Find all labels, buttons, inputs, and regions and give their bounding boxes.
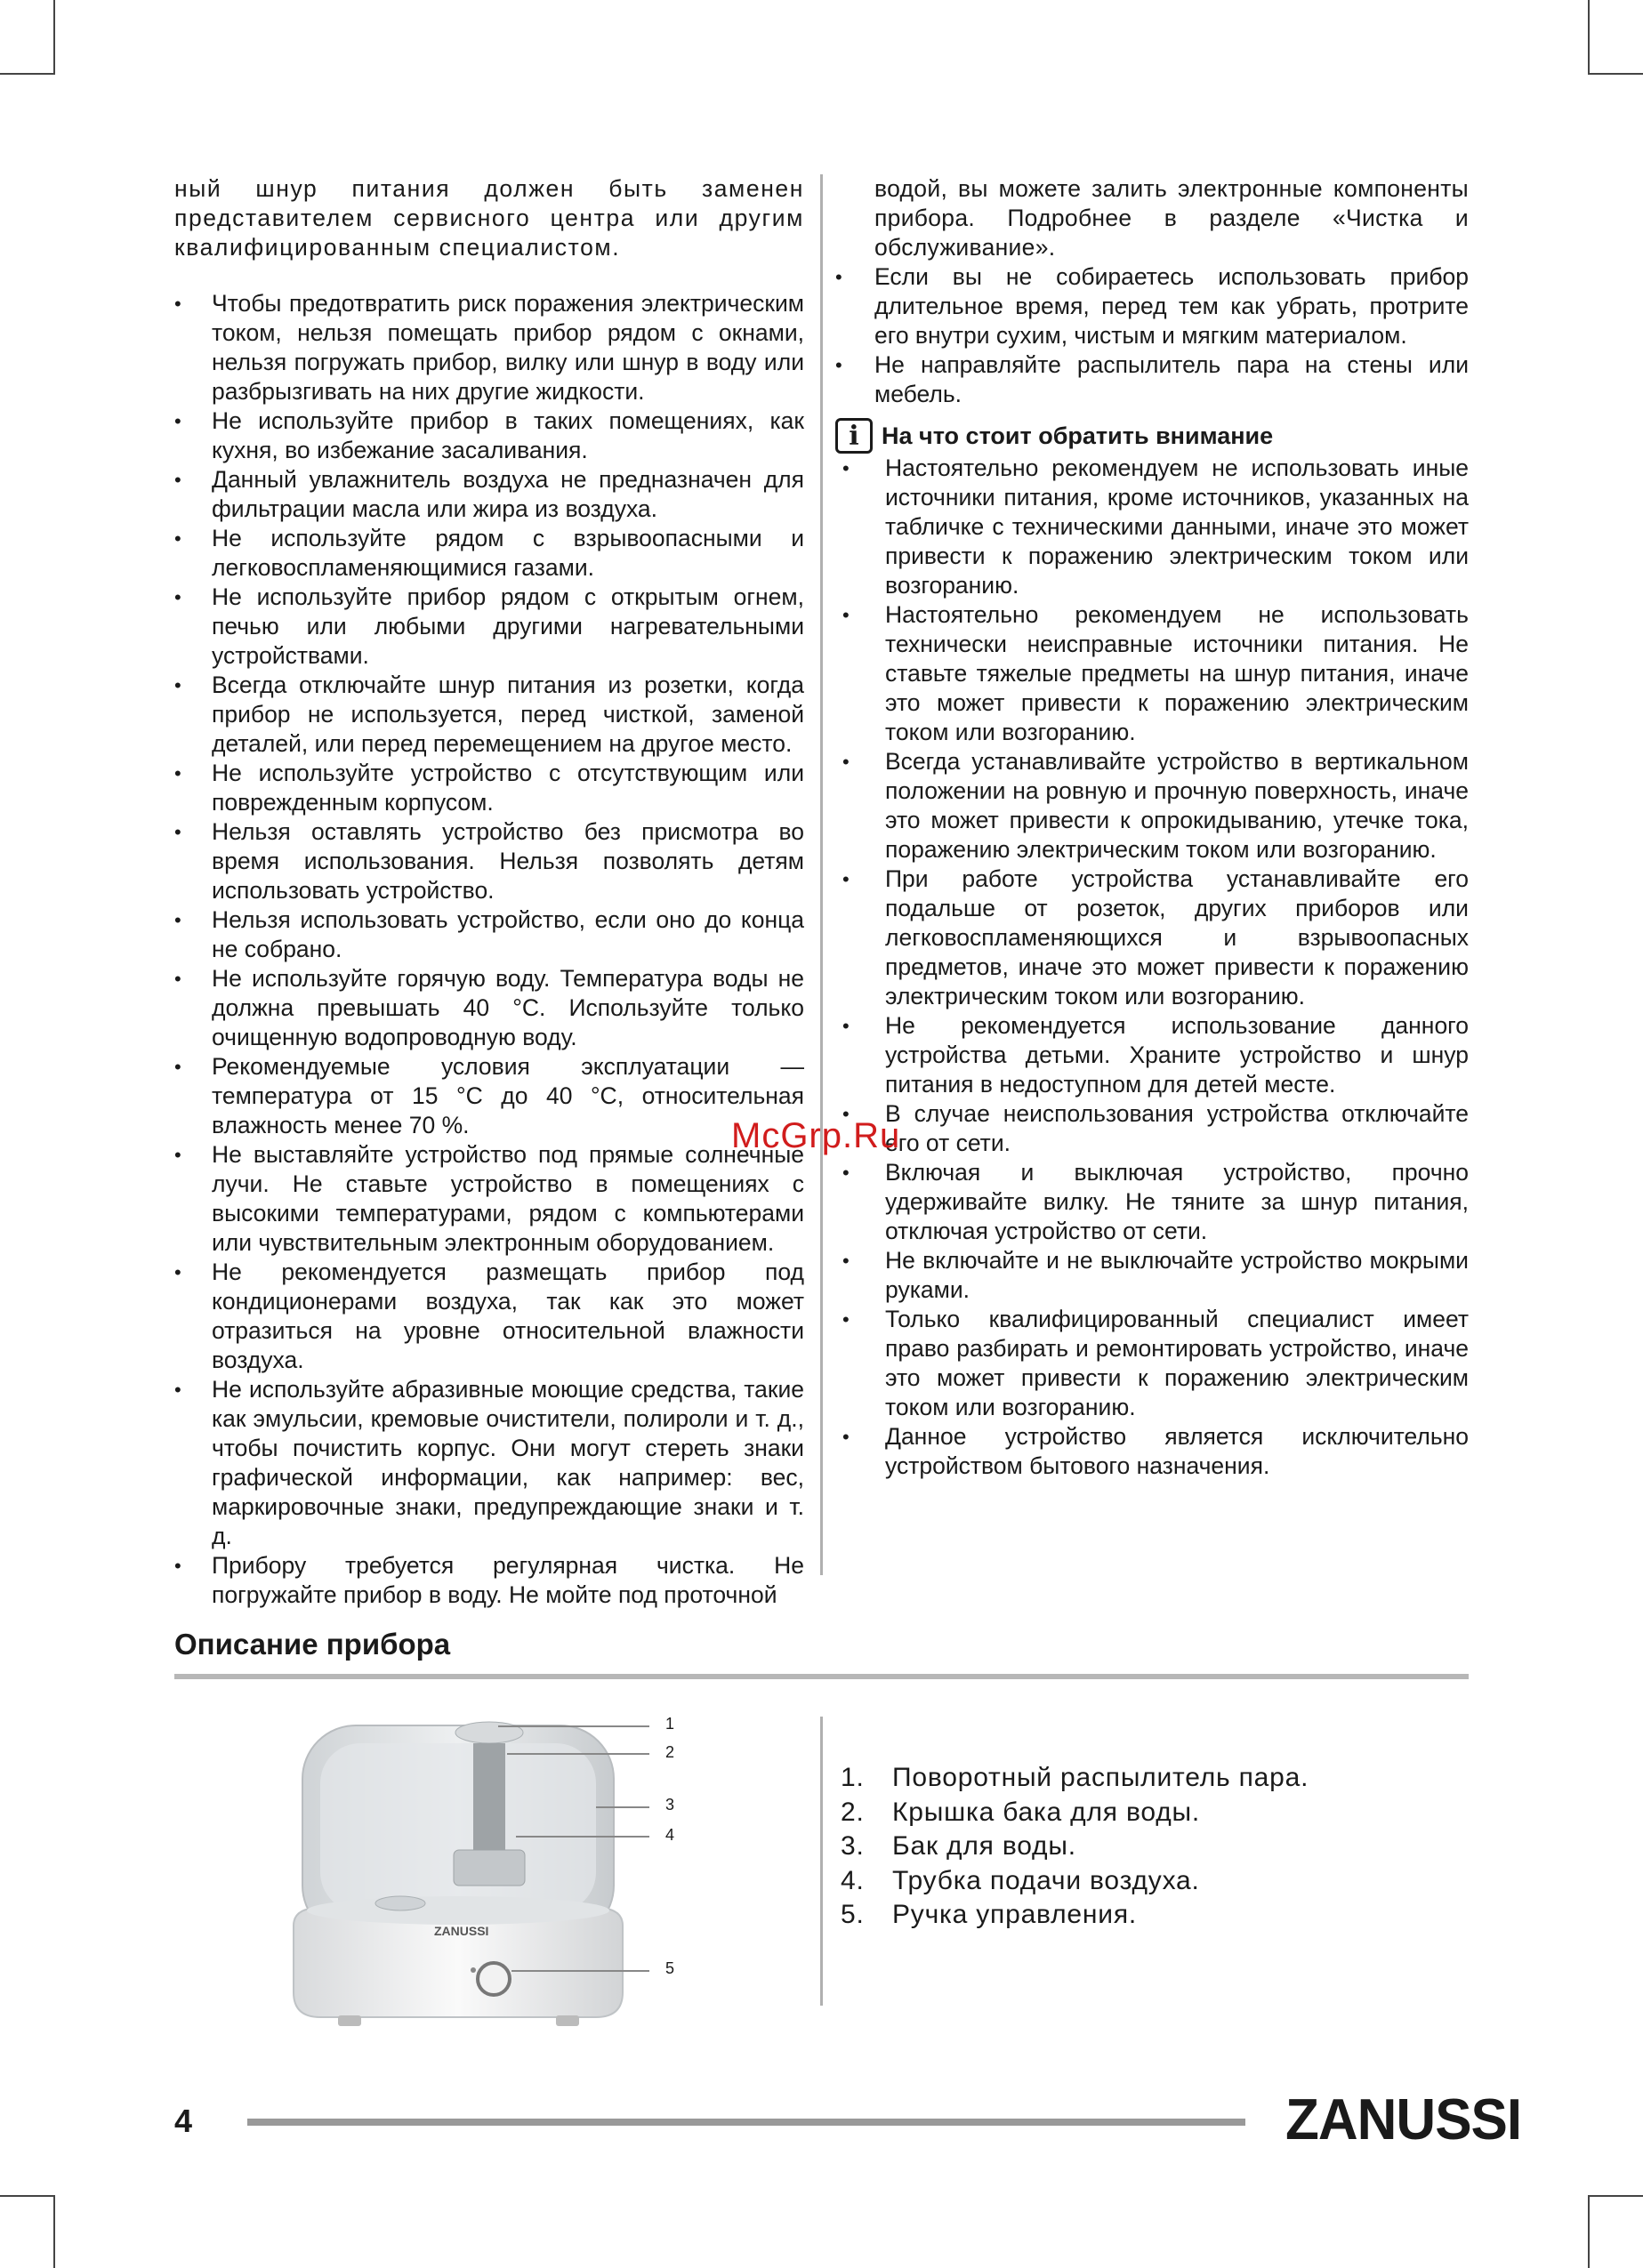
part-label: Ручка управления. <box>892 1900 1138 1929</box>
crop-mark <box>1588 0 1590 73</box>
callout-label: 3 <box>665 1796 675 1814</box>
list-item: • Настоятельно рекомендуем не использовать технически неисправные источники питания. Не ставьте тяжелые предметы на шнур питания, иначе это может привести к поражению электрическим током или возгоранию. <box>835 600 1469 747</box>
part-item <box>841 1830 1309 1864</box>
part-label: Бак для воды. <box>892 1831 1076 1861</box>
list-item: • В случае неиспользования устройства отключайте его от сети. <box>835 1099 1469 1158</box>
right-intro-text: водой, вы можете залить электронные компоненты прибора. Подробнее в разделе «Чистка и обслуживание». <box>874 175 1469 261</box>
crop-mark <box>1588 2195 1590 2268</box>
parts-divider <box>820 1717 823 2006</box>
list-item: • Включая и выключая устройство, прочно удерживайте вилку. Не тяните за шнур питания, отключая устройство от сети. <box>835 1158 1469 1246</box>
list-item: • Не рекомендуется размещать прибор под кондиционерами воздуха, так как это может отразиться на уровне относительной влажности воздуха. <box>174 1258 804 1375</box>
list-item: • Не используйте прибор рядом с открытым огнем, печью или любыми другими нагревательными устройствами. <box>174 583 804 671</box>
footer-rule <box>247 2119 1245 2126</box>
list-item: • Не используйте устройство с отсутствующим или поврежденным корпусом. <box>174 759 804 817</box>
device-brand-label: ZANUSSI <box>434 1924 489 1938</box>
list-item: • Только квалифицированный специалист имеет право разбирать и ремонтировать устройство, иначе это может привести к поражению электрическим током или возгоранию. <box>835 1305 1469 1422</box>
parts-list <box>841 1761 1309 1933</box>
part-number: 1. <box>841 1763 865 1792</box>
control-knob <box>478 1963 510 1995</box>
info-bullet-list <box>835 454 1469 1481</box>
section-title: Описание прибора <box>174 1628 451 1661</box>
part-number: 4. <box>841 1865 865 1895</box>
list-item: • При работе устройства устанавливайте его подальше от розеток, других приборов или легковоспламеняющихся и взрывоопасных предметов, иначе это может привести к поражению электрическим током или возгоранию. <box>835 865 1469 1011</box>
part-item <box>841 1796 1309 1830</box>
part-item <box>841 1864 1309 1899</box>
tank-lid <box>454 1850 525 1886</box>
humidifier-illustration <box>285 1708 676 2046</box>
crop-mark <box>1588 73 1643 75</box>
device-base <box>294 1896 623 2017</box>
device-foot <box>338 2015 361 2026</box>
brand-logo: ZANUSSI <box>1285 2087 1522 2152</box>
crop-mark <box>0 2195 55 2197</box>
list-item: • Всегда отключайте шнур питания из розетки, когда прибор не используется, перед чисткой, заменой деталей, или перед перемещением на другое место. <box>174 671 804 759</box>
right-bullet-list <box>835 262 1469 409</box>
callout-label: 5 <box>665 1959 675 1977</box>
device-foot <box>556 2015 579 2026</box>
list-item: • Прибору требуется регулярная чистка. Не погружайте прибор в воду. Не мойте под проточной <box>174 1551 804 1610</box>
info-heading <box>835 418 1469 454</box>
part-number: 2. <box>841 1797 865 1827</box>
callout-label: 2 <box>665 1743 675 1761</box>
list-item: • Чтобы предотвратить риск поражения электрическим током, нельзя помещать прибор рядом с окнами, нельзя погружать прибор, вилку или шнур в воду или разбрызгивать на них другие жидкости. <box>174 289 804 406</box>
crop-mark <box>1588 2195 1643 2197</box>
page-number: 4 <box>174 2103 193 2139</box>
part-item <box>841 1898 1309 1933</box>
left-intro-text: ный шнур питания должен быть заменен представителем сервисного центра или другим квалифицированным специалистом. <box>174 175 804 261</box>
list-item: • Данный увлажнитель воздуха не предназначен для фильтрации масла или жира из воздуха. <box>174 465 804 524</box>
list-item: • Не направляйте распылитель пара на стены или мебель. <box>835 350 1469 409</box>
callout-leader <box>511 1970 649 1972</box>
list-item: • Всегда устанавливайте устройство в вертикальном положении на ровную и прочную поверхность, иначе это может привести к опрокидыванию, утечке тока, поражению электрическим током или возгоранию. <box>835 747 1469 865</box>
column-divider <box>820 174 823 1575</box>
list-item: • Нельзя оставлять устройство без присмотра во время использования. Нельзя позволять детям использовать устройство. <box>174 817 804 905</box>
list-item: • Не используйте прибор в таких помещениях, как кухня, во избежание засаливания. <box>174 406 804 465</box>
list-item: • Если вы не собираетесь использовать прибор длительное время, перед тем как убрать, протрите его внутри сухим, чистым и мягким материалом. <box>835 262 1469 350</box>
list-item: • Настоятельно рекомендуем не использовать иные источники питания, кроме источников, указанных на табличке с техническими данными, иначе это может привести к поражению электрическим током или возгоранию. <box>835 454 1469 600</box>
crop-mark <box>0 73 55 75</box>
list-item: • Не выставляйте устройство под прямые солнечные лучи. Не ставьте устройство в помещениях с высокими температурами, рядом с компьютерами или чувствительным электронным оборудованием. <box>174 1140 804 1258</box>
info-title: На что стоит обратить внимание <box>882 422 1274 449</box>
crop-mark <box>53 2195 55 2268</box>
callout-leader <box>498 1725 649 1727</box>
list-item: • Не используйте рядом с взрывоопасными и легковоспламеняющимися газами. <box>174 524 804 583</box>
list-item: • Данное устройство является исключительно устройством бытового назначения. <box>835 1422 1469 1481</box>
list-item: • Рекомендуемые условия эксплуатации — температура от 15 °C до 40 °C, относительная влажность менее 70 %. <box>174 1052 804 1140</box>
list-item: • Не включайте и не выключайте устройство мокрыми руками. <box>835 1246 1469 1305</box>
part-number: 5. <box>841 1900 865 1929</box>
list-item: • Не используйте абразивные моющие средства, такие как эмульсии, кремовые очистители, полироли и т. д., чтобы почистить корпус. Они могут стереть знаки графической информации, как например: вес, маркировочные знаки, предупреждающие знаки и т. д. <box>174 1375 804 1551</box>
callout-leader <box>507 1753 649 1755</box>
watermark: McGrp.Ru <box>731 1116 901 1155</box>
power-indicator <box>471 1967 476 1973</box>
callout-leader <box>516 1836 649 1838</box>
part-label: Поворотный распылитель пара. <box>892 1763 1309 1792</box>
left-bullet-list <box>174 289 804 1610</box>
part-label: Крышка бака для воды. <box>892 1797 1200 1827</box>
right-column <box>835 174 1469 1481</box>
list-item: • Нельзя использовать устройство, если оно до конца не собрано. <box>174 905 804 964</box>
crop-mark <box>53 0 55 73</box>
left-column <box>174 174 804 1610</box>
section-rule <box>174 1674 1469 1679</box>
list-item: • Не используйте горячую воду. Температура воды не должна превышать 40 °C. Используйте только очищенную водопроводную воду. <box>174 964 804 1052</box>
list-item: • Не рекомендуется использование данного устройства детьми. Храните устройство и шнур питания в недоступном для детей месте. <box>835 1011 1469 1099</box>
callout-label: 1 <box>665 1715 675 1733</box>
info-icon: i <box>835 418 873 454</box>
callout-label: 4 <box>665 1826 675 1844</box>
callout-leader <box>596 1806 649 1808</box>
part-item <box>841 1761 1309 1796</box>
air-tube <box>473 1743 505 1859</box>
part-number: 3. <box>841 1831 865 1861</box>
part-label: Трубка подачи воздуха. <box>892 1865 1200 1895</box>
